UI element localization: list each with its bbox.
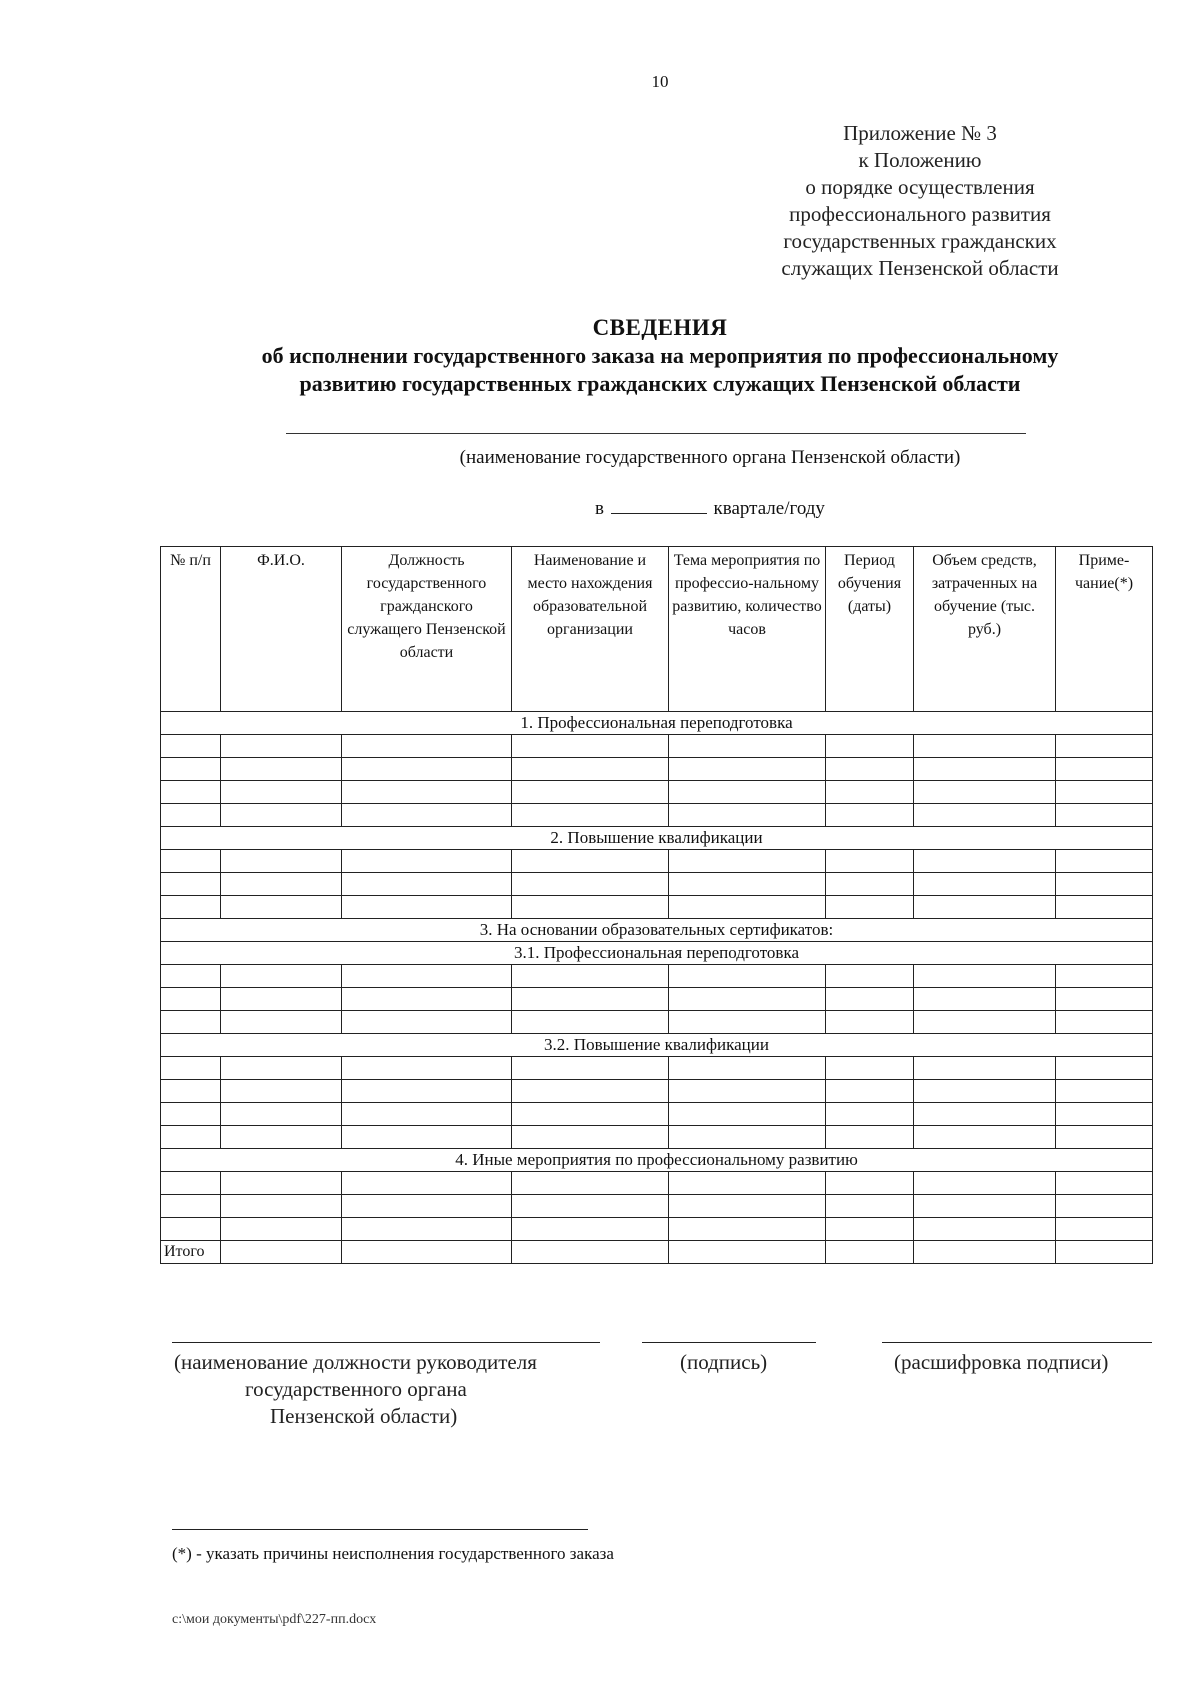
table-cell[interactable]: [826, 1241, 914, 1264]
table-cell[interactable]: [914, 1126, 1056, 1149]
position-signature-line[interactable]: [172, 1342, 600, 1343]
table-cell[interactable]: [914, 758, 1056, 781]
table-cell[interactable]: [826, 1195, 914, 1218]
table-cell[interactable]: [161, 1218, 221, 1241]
table-cell[interactable]: [221, 1126, 342, 1149]
table-cell[interactable]: [1056, 1080, 1153, 1103]
table-cell[interactable]: [512, 1011, 669, 1034]
table-cell[interactable]: [914, 1195, 1056, 1218]
table-cell[interactable]: [826, 988, 914, 1011]
table-cell[interactable]: [512, 1218, 669, 1241]
table-cell[interactable]: [221, 896, 342, 919]
file-path: c:\мои документы\pdf\227-пп.docx: [172, 1612, 377, 1627]
table-cell[interactable]: [512, 1080, 669, 1103]
table-cell[interactable]: [512, 758, 669, 781]
column-header: № п/п: [161, 547, 221, 712]
table-row: [161, 804, 1153, 827]
table-cell[interactable]: [826, 1218, 914, 1241]
table-cell[interactable]: [1056, 1126, 1153, 1149]
table-cell[interactable]: [826, 1103, 914, 1126]
table-row: [161, 1172, 1153, 1195]
section-row: [161, 919, 1153, 942]
table-cell[interactable]: [342, 965, 512, 988]
table-cell[interactable]: [512, 896, 669, 919]
table-cell[interactable]: [512, 1126, 669, 1149]
table-row: [161, 1195, 1153, 1218]
section-title: 1. Профессиональная переподготовка: [161, 712, 1153, 735]
table-header-row: [161, 547, 1153, 712]
table-cell[interactable]: [914, 1011, 1056, 1034]
page-number: 10: [651, 72, 669, 91]
table-cell[interactable]: [1056, 1218, 1153, 1241]
table-cell[interactable]: [1056, 1011, 1153, 1034]
table-cell[interactable]: [161, 988, 221, 1011]
table-cell[interactable]: [669, 735, 826, 758]
table-cell[interactable]: [914, 804, 1056, 827]
table-cell[interactable]: [914, 1057, 1056, 1080]
table-cell[interactable]: [342, 758, 512, 781]
table-cell[interactable]: [161, 1172, 221, 1195]
table-cell[interactable]: [512, 781, 669, 804]
period-blank-field[interactable]: [611, 499, 707, 514]
table-cell[interactable]: [342, 735, 512, 758]
table-cell[interactable]: [221, 1218, 342, 1241]
document-title: [100, 314, 1200, 398]
table-cell[interactable]: [669, 1057, 826, 1080]
table-cell[interactable]: [161, 873, 221, 896]
table-cell[interactable]: [512, 1172, 669, 1195]
table-cell[interactable]: [1056, 1172, 1153, 1195]
table-cell[interactable]: [669, 1126, 826, 1149]
table-cell[interactable]: [669, 1195, 826, 1218]
signature-line[interactable]: [642, 1342, 816, 1343]
table-cell[interactable]: [161, 1195, 221, 1218]
footnote-divider: [172, 1529, 588, 1530]
column-header: Тема мероприятия по профессио-нальному развитию, количество часов: [669, 547, 826, 712]
table-row: [161, 1057, 1153, 1080]
signature-caption: (подпись): [680, 1350, 768, 1374]
column-header: Приме-чание(*): [1056, 547, 1153, 712]
table-cell[interactable]: [1056, 804, 1153, 827]
total-label: Итого: [161, 1241, 221, 1264]
title-line: СВЕДЕНИЯ: [592, 315, 728, 340]
table-cell[interactable]: [669, 850, 826, 873]
table-cell[interactable]: [342, 804, 512, 827]
column-header: Наименование и место нахождения образовательной организации: [512, 547, 669, 712]
table-cell[interactable]: [512, 735, 669, 758]
table-cell[interactable]: [914, 965, 1056, 988]
table-row: [161, 758, 1153, 781]
table-cell[interactable]: [512, 1241, 669, 1264]
table-row: [161, 873, 1153, 896]
table-cell[interactable]: [221, 850, 342, 873]
table-row: [161, 735, 1153, 758]
table-cell[interactable]: [161, 1011, 221, 1034]
table-cell[interactable]: [512, 873, 669, 896]
table-cell[interactable]: [512, 988, 669, 1011]
table-cell[interactable]: [914, 1080, 1056, 1103]
table-cell[interactable]: [1056, 1103, 1153, 1126]
table-cell[interactable]: [669, 1011, 826, 1034]
table-row: [161, 1080, 1153, 1103]
appendix-line: Приложение № 3: [843, 121, 997, 145]
table-cell[interactable]: [826, 1080, 914, 1103]
table-cell[interactable]: [221, 1057, 342, 1080]
table-cell[interactable]: [221, 781, 342, 804]
table-cell[interactable]: [669, 873, 826, 896]
table-cell[interactable]: [161, 850, 221, 873]
table-cell[interactable]: [342, 1011, 512, 1034]
section-row: [161, 1149, 1153, 1172]
org-name-field[interactable]: [286, 433, 1026, 434]
table-cell[interactable]: [669, 1172, 826, 1195]
table-cell[interactable]: [221, 1241, 342, 1264]
column-header: Ф.И.О.: [221, 547, 342, 712]
title-line: об исполнении государственного заказа на мероприятия по профессиональному: [261, 343, 1059, 368]
table-cell[interactable]: [221, 873, 342, 896]
table-cell[interactable]: [342, 1103, 512, 1126]
table-row: [161, 1011, 1153, 1034]
section-title: 4. Иные мероприятия по профессиональному развитию: [161, 1149, 1153, 1172]
table-cell[interactable]: [826, 804, 914, 827]
table-cell[interactable]: [161, 758, 221, 781]
table-cell[interactable]: [669, 804, 826, 827]
table-cell[interactable]: [342, 873, 512, 896]
table-cell[interactable]: [826, 758, 914, 781]
table-cell[interactable]: [1056, 850, 1153, 873]
report-table: [160, 546, 1153, 1264]
table-cell[interactable]: [342, 1241, 512, 1264]
position-caption-line2: государственного органа: [245, 1377, 467, 1401]
table-cell[interactable]: [342, 1080, 512, 1103]
table-row: [161, 1103, 1153, 1126]
table-cell[interactable]: [914, 1103, 1056, 1126]
table-cell[interactable]: [826, 1011, 914, 1034]
column-header: Должность государственного гражданского служащего Пензенской области: [342, 547, 512, 712]
table-cell[interactable]: [161, 896, 221, 919]
period-prefix: в: [595, 498, 605, 519]
table-cell[interactable]: [826, 850, 914, 873]
table-cell[interactable]: [826, 735, 914, 758]
table-cell[interactable]: [914, 781, 1056, 804]
table-cell[interactable]: [1056, 1241, 1153, 1264]
table-cell[interactable]: [669, 988, 826, 1011]
table-cell[interactable]: [161, 1126, 221, 1149]
table-cell[interactable]: [669, 1218, 826, 1241]
table-cell[interactable]: [512, 965, 669, 988]
table-cell[interactable]: [669, 896, 826, 919]
table-cell[interactable]: [221, 758, 342, 781]
table-cell[interactable]: [221, 735, 342, 758]
table-cell[interactable]: [221, 965, 342, 988]
table-cell[interactable]: [512, 850, 669, 873]
table-cell[interactable]: [914, 735, 1056, 758]
table-cell[interactable]: [512, 1195, 669, 1218]
table-cell[interactable]: [826, 1126, 914, 1149]
table-cell[interactable]: [826, 873, 914, 896]
table-cell[interactable]: [342, 1195, 512, 1218]
appendix-line: служащих Пензенской области: [781, 256, 1059, 280]
table-cell[interactable]: [669, 1241, 826, 1264]
table-cell[interactable]: [161, 965, 221, 988]
table-cell[interactable]: [826, 781, 914, 804]
table-cell[interactable]: [512, 804, 669, 827]
position-caption: (наименование должности руководителя: [174, 1350, 537, 1374]
table-cell[interactable]: [221, 1011, 342, 1034]
period-suffix: квартале/году: [713, 498, 825, 519]
table-cell[interactable]: [342, 1126, 512, 1149]
table-cell[interactable]: [1056, 781, 1153, 804]
table-cell[interactable]: [669, 1080, 826, 1103]
table-cell[interactable]: [161, 735, 221, 758]
table-cell[interactable]: [342, 988, 512, 1011]
table-body: [161, 712, 1153, 1264]
table-row: [161, 1218, 1153, 1241]
table-cell[interactable]: [914, 1241, 1056, 1264]
position-caption-line3: Пензенской области): [270, 1404, 458, 1428]
table-cell[interactable]: [914, 873, 1056, 896]
table-cell[interactable]: [1056, 735, 1153, 758]
table-cell[interactable]: [826, 896, 914, 919]
table-cell[interactable]: [669, 781, 826, 804]
table-row: [161, 850, 1153, 873]
table-cell[interactable]: [221, 1172, 342, 1195]
table-cell[interactable]: [914, 988, 1056, 1011]
table-cell[interactable]: [914, 896, 1056, 919]
signature-decode-line[interactable]: [882, 1342, 1152, 1343]
table-cell[interactable]: [161, 781, 221, 804]
table-cell[interactable]: [1056, 988, 1153, 1011]
table-cell[interactable]: [826, 965, 914, 988]
section-title: 2. Повышение квалификации: [161, 827, 1153, 850]
table-cell[interactable]: [221, 1103, 342, 1126]
section-row: [161, 942, 1153, 965]
table-cell[interactable]: [1056, 965, 1153, 988]
decode-caption: (расшифровка подписи): [894, 1350, 1109, 1374]
appendix-line: о порядке осуществления: [805, 175, 1035, 199]
table-cell[interactable]: [342, 1057, 512, 1080]
table-cell[interactable]: [161, 1103, 221, 1126]
table-cell[interactable]: [342, 781, 512, 804]
table-cell[interactable]: [669, 965, 826, 988]
table-cell[interactable]: [342, 896, 512, 919]
section-row: [161, 1034, 1153, 1057]
table-cell[interactable]: [161, 804, 221, 827]
section-title: 3.1. Профессиональная переподготовка: [161, 942, 1153, 965]
table-cell[interactable]: [342, 850, 512, 873]
table-cell[interactable]: [512, 1057, 669, 1080]
table-cell[interactable]: [221, 988, 342, 1011]
table-cell[interactable]: [1056, 1057, 1153, 1080]
column-header: Объем средств, затраченных на обучение (тыс. руб.): [914, 547, 1056, 712]
appendix-block: [740, 120, 1100, 282]
table-cell[interactable]: [1056, 873, 1153, 896]
section-title: 3.2. Повышение квалификации: [161, 1034, 1153, 1057]
table-cell[interactable]: [221, 804, 342, 827]
total-row: [161, 1241, 1153, 1264]
appendix-line: к Положению: [858, 148, 982, 172]
table-cell[interactable]: [669, 1103, 826, 1126]
section-row: [161, 712, 1153, 735]
table-cell[interactable]: [161, 1080, 221, 1103]
table-cell[interactable]: [826, 1172, 914, 1195]
title-line: развитию государственных гражданских служащих Пензенской области: [299, 371, 1021, 396]
table-cell[interactable]: [1056, 758, 1153, 781]
table-cell[interactable]: [161, 1057, 221, 1080]
table-cell[interactable]: [826, 1057, 914, 1080]
appendix-line: профессионального развития: [789, 202, 1051, 226]
table-cell[interactable]: [342, 1172, 512, 1195]
section-title: 3. На основании образовательных сертификатов:: [161, 919, 1153, 942]
table-cell[interactable]: [1056, 896, 1153, 919]
table-cell[interactable]: [914, 1172, 1056, 1195]
appendix-line: государственных гражданских: [783, 229, 1057, 253]
table-row: [161, 965, 1153, 988]
table-cell[interactable]: [1056, 1195, 1153, 1218]
table-row: [161, 781, 1153, 804]
table-row: [161, 1126, 1153, 1149]
footnote: (*) - указать причины неисполнения государственного заказа: [172, 1544, 614, 1563]
table-cell[interactable]: [914, 1218, 1056, 1241]
table-row: [161, 896, 1153, 919]
table-cell[interactable]: [914, 850, 1056, 873]
table-cell[interactable]: [342, 1218, 512, 1241]
table-row: [161, 988, 1153, 1011]
period-line: [200, 498, 1200, 520]
table-cell[interactable]: [512, 1103, 669, 1126]
table-cell[interactable]: [669, 758, 826, 781]
org-caption: (наименование государственного органа Пензенской области): [459, 447, 961, 468]
table-cell[interactable]: [221, 1195, 342, 1218]
section-row: [161, 827, 1153, 850]
table-cell[interactable]: [221, 1080, 342, 1103]
column-header: Период обучения (даты): [826, 547, 914, 712]
